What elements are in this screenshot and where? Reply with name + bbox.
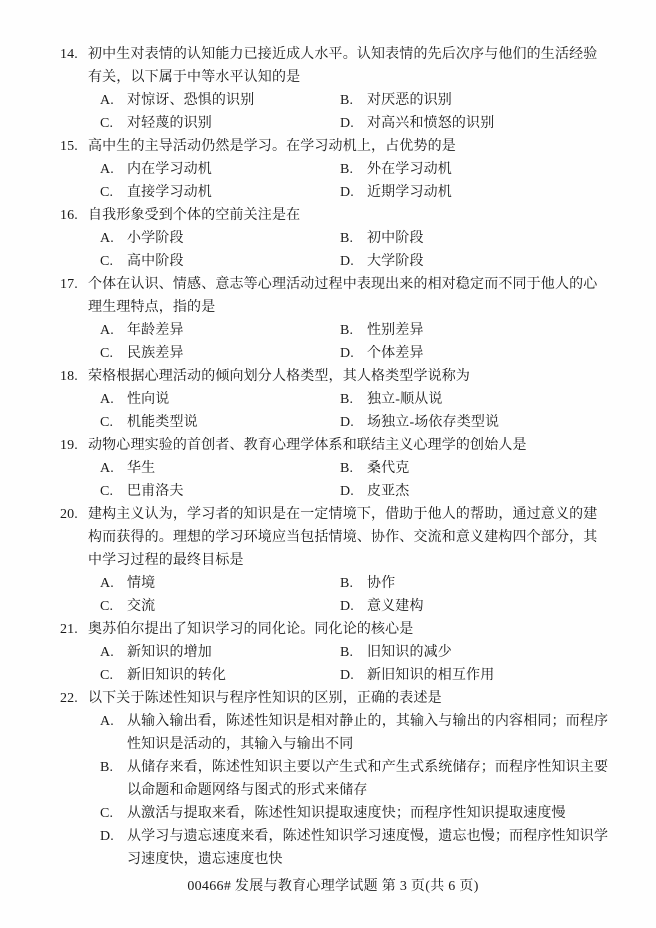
option-text: 对厌恶的识别	[367, 93, 452, 108]
question-stem-line	[60, 204, 606, 227]
question-18	[60, 365, 606, 434]
question-number: 18.	[60, 369, 78, 384]
option-label: C.	[100, 668, 114, 683]
option-a	[100, 158, 340, 181]
option-a	[100, 227, 340, 250]
option-a	[100, 572, 340, 595]
option-b	[340, 641, 452, 664]
option-text: 独立-顺从说	[367, 392, 443, 407]
question-number: 16.	[60, 208, 78, 223]
option-label: D.	[100, 829, 114, 844]
option-text: 旧知识的减少	[367, 645, 452, 660]
option-text: 年龄差异	[127, 323, 184, 338]
question-stem-line	[60, 618, 606, 641]
stem-text: 高中生的主导活动仍然是学习。在学习动机上，占优势的是	[88, 139, 456, 154]
option-c	[60, 802, 606, 825]
option-text: 巴甫洛夫	[127, 484, 184, 499]
option-label: A.	[100, 93, 114, 108]
question-14	[60, 43, 606, 135]
option-a	[100, 457, 340, 480]
stem-text: 建构主义认为，学习者的知识是在一定情境下，借助于他人的帮助，通过意义的建	[88, 507, 598, 522]
stem-text: 奥苏伯尔提出了知识学习的同化论。同化论的核心是	[88, 622, 414, 637]
option-b	[340, 572, 395, 595]
option-d	[340, 411, 499, 434]
question-number: 21.	[60, 622, 78, 637]
option-d	[340, 250, 424, 273]
option-d-continued: 习速度快，遗忘速度也快	[127, 852, 283, 867]
option-text: 机能类型说	[127, 415, 198, 430]
option-d	[340, 480, 409, 503]
option-row	[60, 641, 606, 664]
page-footer: 00466# 发展与教育心理学试题 第 3 页(共 6 页)	[187, 879, 479, 894]
option-label: C.	[100, 346, 114, 361]
option-row	[60, 227, 606, 250]
option-row	[60, 457, 606, 480]
option-row	[60, 181, 606, 204]
question-stem-line: 有关，以下属于中等水平认知的是	[88, 70, 301, 85]
option-text: 意义建构	[367, 599, 424, 614]
option-row	[60, 480, 606, 503]
option-label: D.	[340, 346, 354, 361]
stem-text: 个体在认识、情感、意志等心理活动过程中表现出来的相对稳定而不同于他人的心	[88, 277, 598, 292]
option-text: 新知识的增加	[127, 645, 212, 660]
option-label: C.	[100, 806, 114, 821]
option-label: D.	[340, 599, 354, 614]
option-text: 华生	[127, 461, 156, 476]
option-row	[60, 388, 606, 411]
question-stem-line: 理生理特点，指的是	[88, 300, 216, 315]
option-a-continued: 性知识是活动的，其输入与输出不同	[127, 737, 354, 752]
question-stem-line	[60, 135, 606, 158]
option-text: 新旧知识的转化	[127, 668, 227, 683]
option-label: C.	[100, 599, 114, 614]
question-20	[60, 503, 606, 618]
option-label: C.	[100, 254, 114, 269]
option-b	[340, 89, 452, 112]
option-row	[60, 572, 606, 595]
option-label: D.	[340, 415, 354, 430]
option-text: 大学阶段	[367, 254, 424, 269]
option-b	[340, 319, 424, 342]
option-text: 民族差异	[127, 346, 184, 361]
option-a	[100, 388, 340, 411]
option-row	[60, 411, 606, 434]
question-stem-line	[60, 43, 606, 66]
option-c	[100, 411, 340, 434]
option-label: D.	[340, 668, 354, 683]
option-row	[60, 595, 606, 618]
question-number: 17.	[60, 277, 78, 292]
stem-text: 自我形象受到个体的空前关注是在	[88, 208, 301, 223]
option-a	[100, 319, 340, 342]
stem-text: 荣格根据心理活动的倾向划分人格类型，其人格类型学说称为	[88, 369, 471, 384]
stem-text: 初中生对表情的认知能力已接近成人水平。认知表情的先后次序与他们的生活经验	[88, 47, 598, 62]
option-text: 性别差异	[367, 323, 424, 338]
option-c	[100, 664, 340, 687]
option-label: C.	[100, 484, 114, 499]
question-22	[60, 687, 609, 871]
question-stem-line	[60, 503, 606, 526]
question-stem-line	[60, 434, 606, 457]
option-b	[340, 457, 409, 480]
question-stem-line: 中学习过程的最终目标是	[88, 553, 244, 568]
option-a	[60, 710, 609, 733]
option-label: D.	[340, 254, 354, 269]
option-label: A.	[100, 231, 114, 246]
option-text: 从激活与提取来看，陈述性知识提取速度快；而程序性知识提取速度慢	[127, 806, 566, 821]
option-c	[100, 480, 340, 503]
option-label: B.	[340, 645, 354, 660]
option-row	[60, 319, 606, 342]
question-17	[60, 273, 606, 365]
option-row	[60, 112, 606, 135]
option-d	[60, 825, 609, 848]
option-label: B.	[340, 93, 354, 108]
option-label: A.	[100, 714, 114, 729]
option-text: 从学习与遗忘速度来看，陈述性知识学习速度慢，遗忘也慢；而程序性知识学	[127, 829, 609, 844]
option-label: B.	[340, 576, 354, 591]
option-text: 对惊讶、恐惧的识别	[127, 93, 255, 108]
option-label: B.	[340, 461, 354, 476]
question-stem-line: 构而获得的。理想的学习环境应当包括情境、协作、交流和意义建构四个部分，其	[88, 530, 598, 545]
option-c	[100, 595, 340, 618]
option-text: 内在学习动机	[127, 162, 212, 177]
option-d	[340, 664, 494, 687]
option-b-continued: 以命题和命题网络与图式的形式来储存	[127, 783, 368, 798]
option-label: D.	[340, 116, 354, 131]
option-row	[60, 158, 606, 181]
option-label: A.	[100, 323, 114, 338]
option-label: C.	[100, 415, 114, 430]
option-text: 个体差异	[367, 346, 424, 361]
option-a	[100, 89, 340, 112]
option-label: B.	[340, 323, 354, 338]
question-15	[60, 135, 606, 204]
option-text: 场独立-场依存类型说	[367, 415, 500, 430]
option-d	[340, 112, 494, 135]
question-number: 15.	[60, 139, 78, 154]
option-text: 从储存来看，陈述性知识主要以产生式和产生式系统储存；而程序性知识主要	[127, 760, 609, 775]
question-stem-line	[60, 687, 606, 710]
option-text: 性向说	[127, 392, 170, 407]
option-text: 初中阶段	[367, 231, 424, 246]
option-row	[60, 664, 606, 687]
option-label: B.	[340, 392, 354, 407]
option-text: 近期学习动机	[367, 185, 452, 200]
option-c	[100, 181, 340, 204]
option-c	[100, 250, 340, 273]
option-text: 对轻蔑的识别	[127, 116, 212, 131]
option-row	[60, 250, 606, 273]
stem-text: 动物心理实验的首创者、教育心理学体系和联结主义心理学的创始人是	[88, 438, 527, 453]
option-text: 协作	[367, 576, 396, 591]
option-text: 高中阶段	[127, 254, 184, 269]
stem-text: 以下关于陈述性知识与程序性知识的区别，正确的表述是	[88, 691, 442, 706]
question-number: 19.	[60, 438, 78, 453]
option-label: C.	[100, 116, 114, 131]
option-label: A.	[100, 645, 114, 660]
option-label: D.	[340, 185, 354, 200]
question-number: 20.	[60, 507, 78, 522]
question-stem-line	[60, 273, 606, 296]
option-label: A.	[100, 461, 114, 476]
option-text: 情境	[127, 576, 156, 591]
option-text: 交流	[127, 599, 156, 614]
option-row	[60, 342, 606, 365]
option-c	[100, 112, 340, 135]
question-stem-line	[60, 365, 606, 388]
option-label: A.	[100, 576, 114, 591]
option-d	[340, 181, 452, 204]
option-text: 对高兴和愤怒的识别	[367, 116, 495, 131]
option-text: 外在学习动机	[367, 162, 452, 177]
option-text: 皮亚杰	[367, 484, 410, 499]
question-number: 22.	[60, 691, 78, 706]
option-label: B.	[100, 760, 114, 775]
option-label: A.	[100, 392, 114, 407]
option-text: 小学阶段	[127, 231, 184, 246]
option-b	[340, 227, 424, 250]
option-b	[340, 158, 452, 181]
question-16	[60, 204, 606, 273]
option-b	[340, 388, 443, 411]
option-text: 从输入输出看，陈述性知识是相对静止的，其输入与输出的内容相同；而程序	[127, 714, 609, 729]
option-d	[340, 342, 424, 365]
option-b	[60, 756, 609, 779]
option-text: 直接学习动机	[127, 185, 212, 200]
option-text: 新旧知识的相互作用	[367, 668, 495, 683]
option-a	[100, 641, 340, 664]
option-label: D.	[340, 484, 354, 499]
option-label: C.	[100, 185, 114, 200]
question-21	[60, 618, 606, 687]
option-label: B.	[340, 231, 354, 246]
option-row	[60, 89, 606, 112]
question-number: 14.	[60, 47, 78, 62]
question-19	[60, 434, 606, 503]
option-text: 桑代克	[367, 461, 410, 476]
option-label: A.	[100, 162, 114, 177]
option-c	[100, 342, 340, 365]
option-label: B.	[340, 162, 354, 177]
option-d	[340, 595, 424, 618]
